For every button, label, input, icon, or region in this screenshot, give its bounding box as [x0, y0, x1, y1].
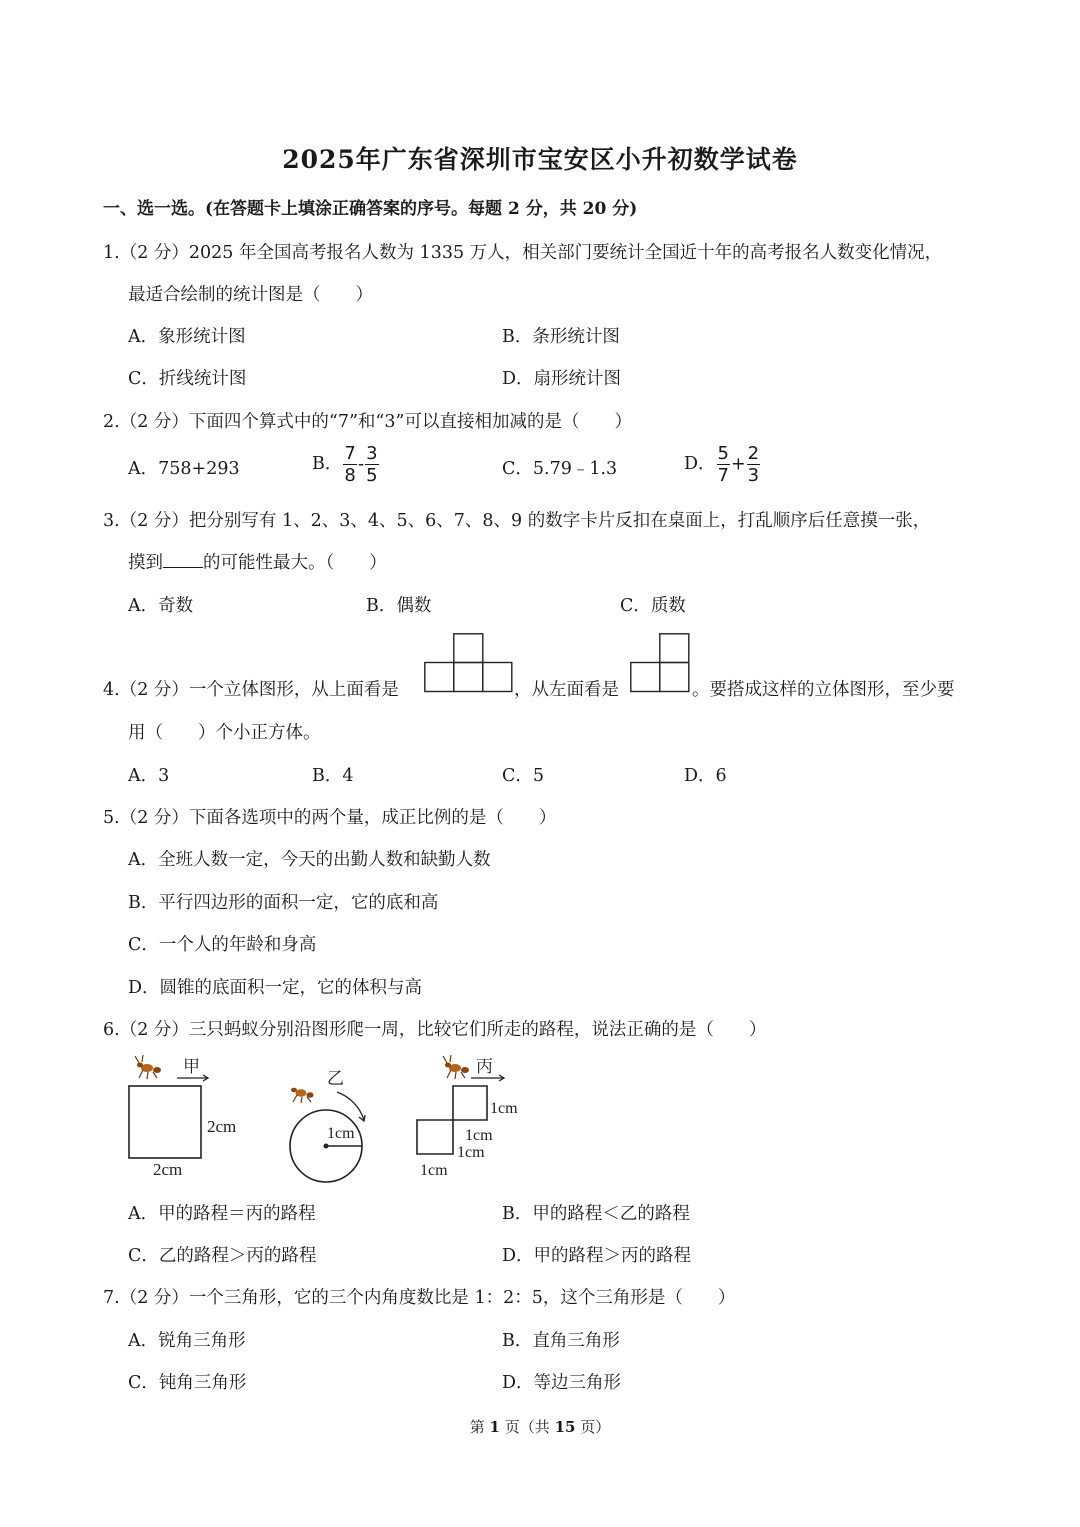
question-7-option-b: B．直角三角形 — [502, 1331, 620, 1351]
numerator: 2 — [747, 443, 760, 464]
option-b-label: B． — [312, 454, 343, 474]
line-2-end: 的可能性最大。（ ） — [203, 553, 387, 573]
numerator: 7 — [344, 443, 356, 464]
fraction-3-5 — [365, 443, 378, 486]
numerator: 5 — [717, 443, 729, 464]
question-5-option-a: A．全班人数一定，今天的出勤人数和缺勤人数 — [128, 850, 491, 870]
question-1-option-b: B．条形统计图 — [502, 327, 620, 347]
question-1-line-2: 最适合绘制的统计图是（ ） — [128, 285, 373, 305]
question-4-option-a: A．3 — [128, 766, 170, 786]
question-4-option-c: C．5 — [502, 766, 545, 786]
footer-prefix: 第 — [469, 1418, 485, 1436]
ant-yi-icon — [291, 1088, 314, 1103]
operator-minus: - — [357, 454, 365, 475]
label-bing-1cm-b: 1cm — [465, 1127, 493, 1144]
question-7-option-c: C．钝角三角形 — [128, 1373, 247, 1393]
operator-plus: + — [730, 454, 746, 475]
line-2-start: 摸到 — [128, 553, 163, 573]
label-jia: 甲 — [183, 1057, 200, 1076]
question-7-option-a: A．锐角三角形 — [128, 1331, 246, 1351]
question-2-line-1: 2.（2 分）下面四个算式中的“7”和“3”可以直接相加减的是（ ） — [103, 412, 632, 432]
question-6-option-a: A．甲的路程＝丙的路程 — [128, 1204, 316, 1224]
question-6-option-d: D．甲的路程＞丙的路程 — [502, 1246, 692, 1266]
question-5-option-c: C．一个人的年龄和身高 — [128, 935, 317, 955]
question-3-option-a: A．奇数 — [128, 596, 194, 616]
label-bing-1cm-d: 1cm — [420, 1162, 448, 1179]
denominator: 3 — [747, 465, 760, 486]
section-heading: 一、选一选。(在答题卡上填涂正确答案的序号。每题 2 分，共 20 分) — [103, 199, 638, 219]
question-6-option-b: B．甲的路程＜乙的路程 — [502, 1204, 690, 1224]
current-page-number: 1 — [489, 1418, 500, 1436]
footer-suffix: 页） — [580, 1418, 611, 1436]
question-7-line-1: 7.（2 分）一个三角形，它的三个内角度数比是 1：2：5，这个三角形是（ ） — [103, 1288, 736, 1308]
question-3-option-c: C．质数 — [620, 596, 686, 616]
question-1-option-c: C．折线统计图 — [128, 369, 247, 389]
total-page-count: 15 — [554, 1418, 576, 1436]
denominator: 5 — [366, 465, 378, 486]
left-view-figure — [630, 633, 691, 693]
label-radius: 1cm — [327, 1125, 355, 1142]
question-4-line-1-part-1: 4.（2 分）一个立体图形，从上面看是 — [103, 680, 399, 700]
label-bing: 丙 — [476, 1057, 493, 1076]
question-2-option-a: A．758+293 — [128, 459, 240, 479]
ant-jia-icon — [135, 1055, 161, 1079]
question-2-option-d — [684, 443, 761, 486]
label-square-bottom: 2cm — [153, 1160, 183, 1179]
label-bing-1cm-a: 1cm — [490, 1100, 518, 1117]
fraction-7-8 — [343, 443, 356, 486]
direction-arrow-yi — [337, 1092, 364, 1120]
denominator: 8 — [344, 465, 356, 486]
answer-blank — [163, 551, 203, 568]
question-2-option-c: C．5.79﹣1.3 — [502, 459, 618, 479]
exam-title: 2025年广东省深圳市宝安区小升初数学试卷 — [282, 145, 798, 174]
question-3-line-2 — [128, 549, 387, 574]
question-5-option-d: D．圆锥的底面积一定，它的体积与高 — [128, 978, 423, 998]
ant-paths-figure — [115, 1048, 535, 1183]
question-5-line-1: 5.（2 分）下面各选项中的两个量，成正比例的是（ ） — [103, 808, 557, 828]
denominator: 7 — [717, 465, 729, 486]
label-square-side: 2cm — [207, 1117, 237, 1136]
ant-bing-icon — [443, 1055, 469, 1079]
question-7-option-d: D．等边三角形 — [502, 1373, 622, 1393]
question-2-option-b — [312, 443, 380, 486]
question-4-option-d: D．6 — [684, 766, 727, 786]
fraction-2-3 — [747, 443, 760, 486]
label-bing-1cm-c: 1cm — [457, 1144, 485, 1161]
question-3-option-b: B．偶数 — [366, 596, 432, 616]
question-1-option-d: D．扇形统计图 — [502, 369, 622, 389]
question-3-line-1: 3.（2 分）把分别写有 1、2、3、4、5、6、7、8、9 的数字卡片反扣在桌面上，打乱顺序后任意摸一张， — [103, 511, 931, 531]
top-view-figure — [424, 633, 514, 693]
numerator: 3 — [366, 443, 378, 464]
question-4-option-b: B．4 — [312, 766, 354, 786]
square-path — [129, 1086, 201, 1158]
question-5-option-b: B．平行四边形的面积一定，它的底和高 — [128, 893, 439, 913]
fraction-5-7 — [717, 443, 730, 486]
option-d-label: D． — [684, 454, 716, 474]
footer-middle: 页（共 — [504, 1418, 550, 1436]
question-6-line-1: 6.（2 分）三只蚂蚁分别沿图形爬一周，比较它们所走的路程，说法正确的是（ ） — [103, 1020, 767, 1040]
question-4-line-1-part-3: 。要搭成这样的立体图形，至少要 — [692, 680, 955, 700]
question-4-line-2: 用（ ）个小正方体。 — [128, 723, 321, 743]
label-yi: 乙 — [327, 1069, 344, 1088]
question-6-option-c: C．乙的路程＞丙的路程 — [128, 1246, 317, 1266]
page-footer — [0, 1416, 1080, 1437]
question-1-line-1: 1.（2 分）2025 年全国高考报名人数为 1335 万人，相关部门要统计全国近十年的高考报名人数变化情况， — [103, 243, 943, 263]
question-4-line-1-part-2: ，从左面看是 — [514, 680, 619, 700]
question-1-option-a: A．象形统计图 — [128, 327, 246, 347]
